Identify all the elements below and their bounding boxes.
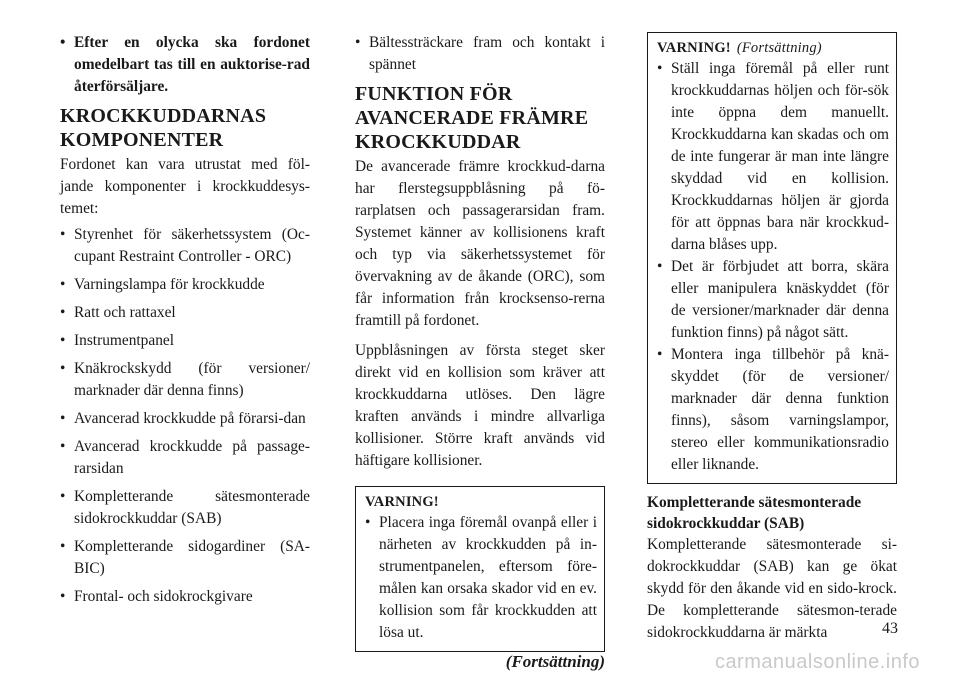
component-item: • Avancerad krockkudde på passage-rarsidan (60, 436, 310, 480)
column-right (647, 32, 897, 652)
component-item: • Bältessträckare fram och kontakt i spännet (355, 32, 605, 76)
component-item: • Kompletterande sidogardiner (SA-BIC) (60, 536, 310, 580)
component-item: • Ratt och rattaxel (60, 302, 310, 324)
warning-title: VARNING! (657, 40, 731, 56)
warning-bullet: • Montera inga tillbehör på knä-skyddet (för de versioner/ marknader där denna funktion finns), såsom varningslampor, stereo eller kommunikationsradio eller liknande. (657, 344, 889, 476)
warning-box-continued (647, 32, 897, 484)
column-left (60, 32, 310, 614)
advanced-airbags-paragraph-1: De avancerade främre krockkud-darna har flerstegsuppblåsning på fö-rarplatsen och passagerarsidan fram. Systemet känner av kollisionens kraft och typ via säkerhetssystemet för övervakning av de åkande (ORC), som får information från krocksenso-rerna framtill på fordonet. (355, 158, 605, 329)
heading-components: KROCKKUDDARNAS KOMPONENTER (60, 105, 267, 151)
component-item: • Styrenhet för säkerhetssystem (Oc-cupant Restraint Controller - ORC) (60, 224, 310, 268)
component-item: • Instrumentpanel (60, 330, 310, 352)
warning-box (355, 486, 605, 652)
column-middle (355, 32, 605, 672)
component-item: • Kompletterande sätesmonterade sidokrockkuddar (SAB) (60, 486, 310, 530)
intro-bullet-list (60, 32, 310, 98)
warning-continued-label: (Fortsättning) (736, 40, 822, 56)
components-intro-paragraph: Fordonet kan vara utrustat med föl-jande komponenter i krockkuddesys-temet: (60, 156, 310, 217)
components-list (60, 224, 310, 608)
component-item: • Knäkrockskydd (för versioner/ marknader där denna finns) (60, 358, 310, 402)
warning-bullet: • Placera inga föremål ovanpå eller i närheten av krockkudden på in-strumentpanelen, eftersom före-målen kan orsaka skador vid en ev. kollision som får krockkudden att lösa ut. (365, 512, 597, 644)
warning-bullet-list (657, 58, 889, 476)
warning-bullet: • Det är förbjudet att borra, skära eller manipulera knäskyddet (för de versioner/marknader där denna funktion finns) på något sätt. (657, 256, 889, 344)
warning-title-continued (657, 38, 889, 58)
component-item: • Frontal- och sidokrockgivare (60, 586, 310, 608)
intro-bullet: • Efter en olycka ska fordonet omedelbart tas till en auktorise-rad återförsäljare. (60, 32, 310, 98)
subheading-side-airbags: Kompletterande sätesmonterade sidokrockkuddar (SAB) (647, 494, 862, 532)
component-item: • Avancerad krockkudde på förarsi-dan (60, 408, 310, 430)
advanced-airbags-paragraph-2: Uppblåsningen av första steget sker direkt vid en kollision som kräver att krockkuddarna utlöses. Den lägre kraften används i mindre allvarliga kollisioner. Större kraft används vid häftigare kollisioner. (355, 342, 605, 469)
watermark: carmanualsonline.info (714, 651, 920, 673)
warning-bullet-list (365, 512, 597, 644)
heading-advanced-airbags: FUNKTION FÖR AVANCERADE FRÄMRE KROCKKUDDAR (355, 83, 589, 153)
warning-bullet: • Ställ inga föremål på eller runt krockkuddarnas höljen och för-sök inte öppna dem manuellt. Krockkuddarna kan skadas och om de inte fungerar är man inte längre skyddad vid en kollision. Krockkuddarnas höljen är gjorda för att öppnas bara när krockkud-darna blåses upp. (657, 58, 889, 256)
side-airbags-paragraph: Kompletterande sätesmonterade si-dokrockkuddar (SAB) kan ge ökat skydd för den åkande vid en sido-krock. De kompletterande sätesmon-terade sidokrockkuddarna är märkta (647, 536, 897, 641)
continued-label: (Fortsättning) (505, 652, 605, 671)
top-bullet-list (355, 32, 605, 76)
component-item: • Varningslampa för krockkudde (60, 274, 310, 296)
page-number: 43 (882, 620, 898, 637)
warning-title: VARNING! (365, 494, 439, 510)
